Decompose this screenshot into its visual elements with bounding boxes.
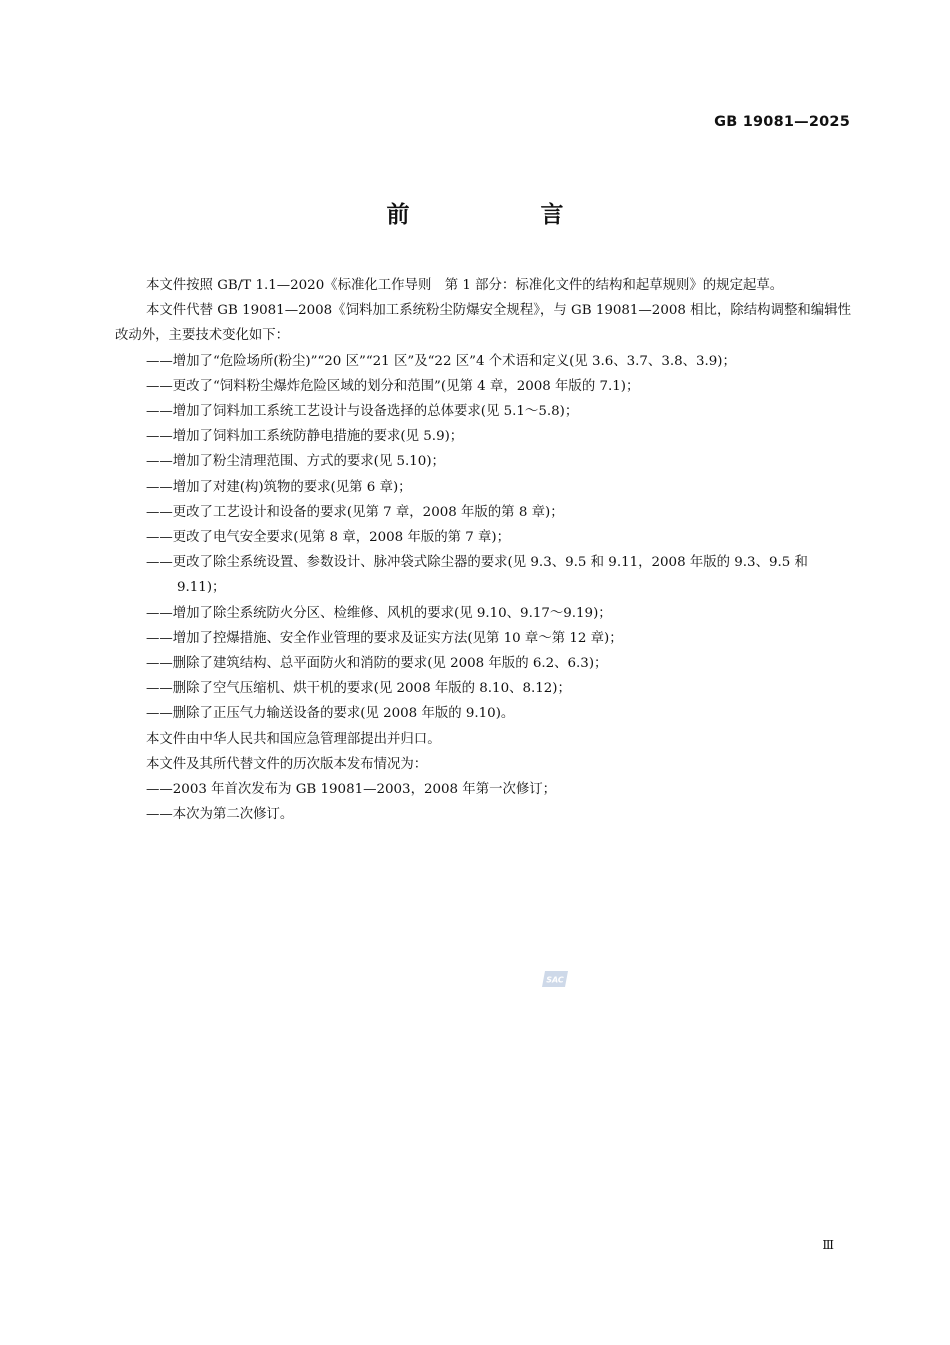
list-item: ——2003 年首次发布为 GB 19081—2003，2008 年第一次修订；: [146, 782, 557, 798]
list-item: ——增加了对建(构)筑物的要求(见第 6 章)；: [146, 479, 412, 495]
list-item: ——更改了电气安全要求(见第 8 章，2008 年版的第 7 章)；: [146, 530, 511, 546]
intro-paragraph-drafting-rules: 本文件按照 GB/T 1.1—2020《标准化工作导则 第 1 部分：标准化文件的结构和起草规则》的规定起草。: [146, 278, 784, 293]
proposer-paragraph: 本文件由中华人民共和国应急管理部提出并归口。: [146, 731, 441, 747]
technical-changes-list: [115, 349, 851, 727]
list-item: ——本次为第二次修订。: [146, 807, 294, 823]
page-number: Ⅲ: [822, 1238, 834, 1252]
intro-paragraph-replacement: 本文件代替 GB 19081—2008《饲料加工系统粉尘防爆安全规程》，与 GB 19081—2008 相比，除结构调整和编辑性改动外，主要技术变化如下：: [115, 303, 851, 344]
document-body: [115, 273, 851, 827]
page-title: 前 言: [386, 202, 618, 228]
svg-text:SAC: SAC: [546, 975, 564, 985]
list-item: ——更改了除尘系统设置、参数设计、脉冲袋式除尘器的要求(见 9.3、9.5 和 9.11，2008 年版的 9.3、9.5 和 9.11)；: [146, 555, 808, 596]
list-item: ——删除了建筑结构、总平面防火和消防的要求(见 2008 年版的 6.2、6.3)；: [146, 656, 608, 672]
list-item: ——增加了除尘系统防火分区、检维修、风机的要求(见 9.10、9.17～9.19)；: [146, 605, 612, 621]
list-item: ——增加了粉尘清理范围、方式的要求(见 5.10)；: [146, 454, 445, 470]
list-item: ——增加了“危险场所(粉尘)”“20 区”“21 区”及“22 区”4 个术语和定义(见 3.6、3.7、3.8、3.9)；: [146, 353, 736, 369]
sac-logo-icon: [541, 970, 569, 988]
list-item: ——更改了工艺设计和设备的要求(见第 7 章，2008 年版的第 8 章)；: [146, 504, 564, 520]
history-intro-paragraph: 本文件及其所代替文件的历次版本发布情况为：: [146, 756, 428, 772]
list-item: ——删除了正压气力输送设备的要求(见 2008 年版的 9.10)。: [146, 706, 515, 722]
list-item: ——增加了饲料加工系统工艺设计与设备选择的总体要求(见 5.1～5.8)；: [146, 404, 579, 420]
list-item: ——增加了饲料加工系统防静电措施的要求(见 5.9)；: [146, 429, 464, 445]
standard-code: GB 19081—2025: [714, 114, 850, 130]
list-item: ——删除了空气压缩机、烘干机的要求(见 2008 年版的 8.10、8.12)；: [146, 681, 571, 697]
list-item: ——更改了“饲料粉尘爆炸危险区域的划分和范围”(见第 4 章，2008 年版的 7.1)；: [146, 378, 640, 394]
list-item: ——增加了控爆措施、安全作业管理的要求及证实方法(见第 10 章～第 12 章)；: [146, 630, 623, 646]
version-history-list: [115, 777, 851, 827]
